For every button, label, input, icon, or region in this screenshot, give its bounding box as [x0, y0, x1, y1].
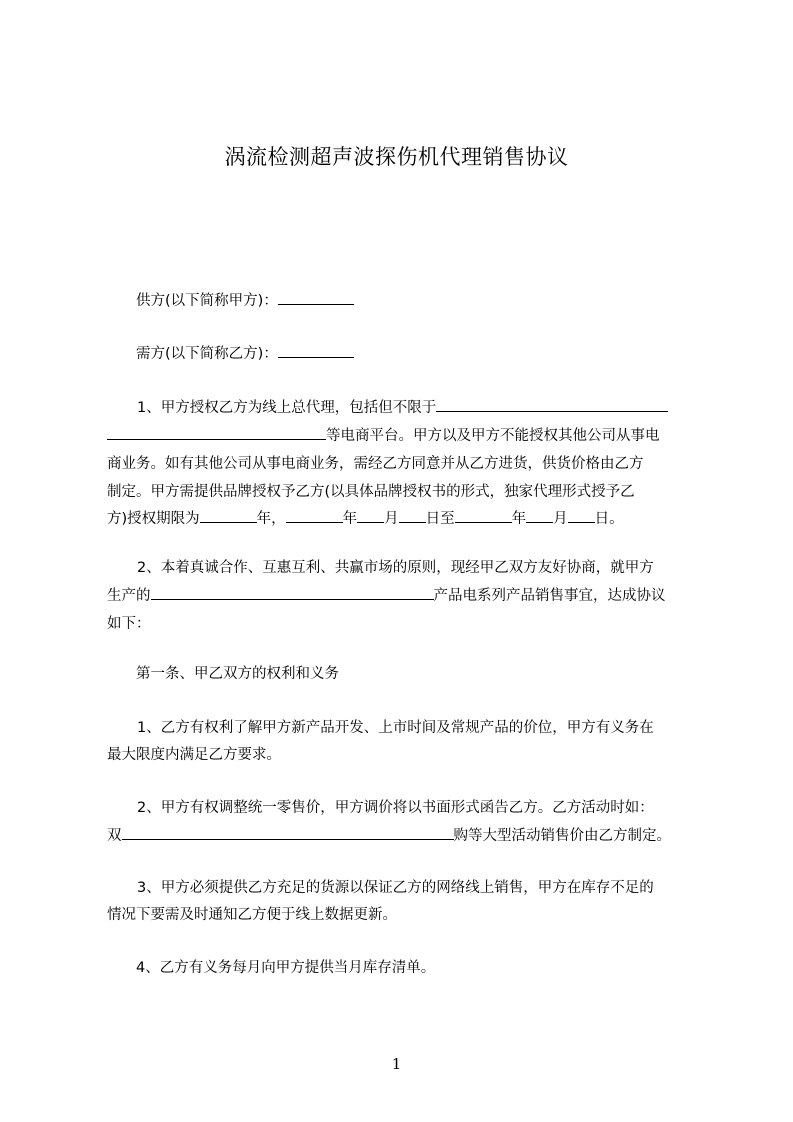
buyer-label: 需方(以下简称乙方)： [136, 346, 278, 362]
item3-line1: 3、甲方必须提供乙方充足的货源以保证乙方的网络线上销售，甲方在库存不足的 [137, 880, 654, 896]
article1-heading: 第一条、甲乙双方的权利和义务 [136, 666, 339, 682]
item1-line1: 1、乙方有权利了解甲方新产品开发、上市时间及常规产品的价位，甲方有义务在 [137, 720, 654, 736]
clause1-text: 等电商平台。甲方以及甲方不能授权其他公司从事电 [326, 428, 660, 444]
item2-text: 双 [107, 828, 122, 844]
item2-text: 购等大型活动销售价由乙方制定。 [453, 828, 671, 844]
start-month-blank [357, 509, 384, 523]
clause1-line1 [137, 398, 668, 418]
buyer-line [136, 344, 354, 364]
month-text: 月 [384, 511, 399, 527]
clause2-text: 产品电系列产品销售事宜，达成协议 [433, 588, 666, 604]
term-years-blank [200, 509, 257, 523]
item1-line2: 最大限度内满足乙方要求。 [107, 747, 281, 763]
supplier-blank [278, 291, 354, 305]
supplier-line [136, 291, 354, 311]
end-year-blank [455, 509, 512, 523]
item2-line1: 2、甲方有权调整统一零售价，甲方调价将以书面形式函告乙方。乙方活动时如： [137, 800, 654, 816]
year-text: 年 [342, 511, 358, 527]
day-end-text: 日。 [594, 511, 624, 527]
clause1-line5 [107, 509, 624, 529]
year-text: 年， [256, 511, 286, 527]
clause2-line3: 如下： [107, 616, 151, 632]
clause2-line1: 2、本着真诚合作、互惠互利、共赢市场的原则，现经甲乙双方友好协商，就甲方 [137, 560, 654, 576]
clause1-line2 [107, 426, 660, 446]
end-month-blank [526, 509, 553, 523]
platform-blank-cont [107, 426, 326, 440]
document-title: 涡流检测超声波探伤机代理销售协议 [224, 145, 569, 169]
item2-line2 [107, 826, 671, 846]
clause1-text: 1、甲方授权乙方为线上总代理，包括但不限于 [137, 400, 437, 416]
supplier-label: 供方(以下简称甲方)： [136, 293, 278, 309]
term-label: 方)授权期限为 [107, 511, 200, 527]
clause1-line3: 商业务。如有其他公司从事电商业务，需经乙方同意并从乙方进货，供货价格由乙方 [107, 456, 644, 472]
platform-blank [436, 398, 668, 412]
clause2-line2 [107, 586, 666, 606]
clause1-line4: 制定。甲方需提供品牌授权予乙方(以具体品牌授权书的形式，独家代理形式授予乙 [107, 484, 635, 500]
event-blank [122, 826, 454, 840]
product-blank [151, 586, 434, 600]
item3-line2: 情况下要需及时通知乙方便于线上数据更新。 [107, 907, 397, 923]
end-day-blank [568, 509, 595, 523]
year-text: 年 [511, 511, 527, 527]
item4-line: 4、乙方有义务每月向甲方提供当月库存清单。 [136, 960, 436, 976]
buyer-blank [278, 344, 354, 358]
clause2-text: 生产的 [107, 588, 151, 604]
page-number: 1 [391, 1055, 402, 1073]
start-day-blank [399, 509, 426, 523]
start-year-blank [286, 509, 343, 523]
day-to-text: 日至 [425, 511, 455, 527]
month-text: 月 [553, 511, 568, 527]
